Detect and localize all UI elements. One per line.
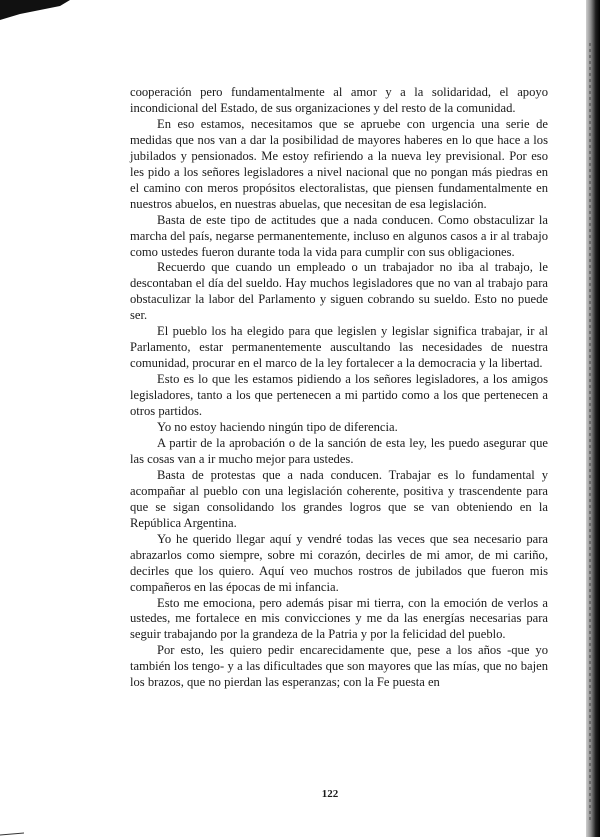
paragraph: Por esto, les quiero pedir encarecidamente que, pese a los años -que yo también los tengo- y a las dificultades que son mayores que las mías, que no bajen los brazos, que no pierdan las esperanzas; con la Fe puesta en	[130, 643, 548, 690]
scan-binding-edge	[586, 0, 600, 837]
paragraph: El pueblo los ha elegido para que legislen y legislar significa trabajar, ir al Parlamento, estar permanentemente auscultando las necesidades de nuestra comunidad, procurar en el marco de la ley fortalecer a la democracia y la libertad.	[130, 324, 548, 371]
page-number: 122	[321, 788, 339, 800]
paragraph: A partir de la aprobación o de la sanción de esta ley, les puedo asegurar que las cosas van a ir mucho mejor para ustedes.	[130, 435, 548, 466]
paragraph: Basta de protestas que a nada conducen. Trabajar es lo fundamental y acompañar al pueblo con una legislación coherente, positiva y trascendente para que se sigan consolidando los grandes logros que se van obteniendo en la República Argentina.	[130, 467, 548, 530]
paragraph: cooperación pero fundamentalmente al amor y a la solidaridad, el apoyo incondicional del Estado, de sus organizaciones y del resto de la comunidad.	[130, 85, 548, 115]
paragraph: Basta de este tipo de actitudes que a nada conducen. Como obstaculizar la marcha del país, negarse permanentemente, incluso en algunos casos a ir al trabajo como ustedes fueron durante toda la vida para cumplir con sus obligaciones.	[130, 212, 548, 259]
paragraph: Esto me emociona, pero además pisar mi tierra, con la emoción de verlos a ustedes, me fortalece en mis convicciones y me da las energías necesarias para seguir trabajando por la grandeza de la Patria y por la felicidad del pueblo.	[130, 595, 548, 642]
scan-corner-mark	[0, 0, 70, 20]
paragraph: Esto es lo que les estamos pidiendo a los señores legisladores, a los amigos legisladores, tanto a los que pertenecen a mi partido como a los que pertenecen a otros partidos.	[130, 372, 548, 419]
paragraph: Yo he querido llegar aquí y vendré todas las veces que sea necesario para abrazarlos como siempre, sobre mi corazón, decirles de mi amor, de mi cariño, decirles que los quiero. Aquí veo muchos rostros de jubilados que fueron mis compañeros en las épocas de mi infancia.	[130, 531, 548, 594]
paragraph: Recuerdo que cuando un empleado o un trabajador no iba al trabajo, le descontaban el día del sueldo. Hay muchos legisladores que no van al trabajo para obstaculizar la labor del Parlamento y siguen cobrando su sueldo. Esto no puede ser.	[130, 260, 548, 323]
paragraph: Yo no estoy haciendo ningún tipo de diferencia.	[157, 420, 398, 435]
body-text	[130, 85, 548, 691]
scan-bottom-mark	[0, 827, 24, 837]
paragraph: En eso estamos, necesitamos que se apruebe con urgencia una serie de medidas que nos van a dar la posibilidad de mayores haberes en lo que hace a los jubilados y pensionados. Me estoy refiriendo a la nueva ley previsional. Por eso les pido a los señores legisladores a nivel nacional que no pongan más piedras en el camino con meros propósitos electoralistas, que piensen fundamentalmente en nuestros abuelos, en nuestras abuelas, que necesitan de esa legislación.	[130, 116, 548, 211]
